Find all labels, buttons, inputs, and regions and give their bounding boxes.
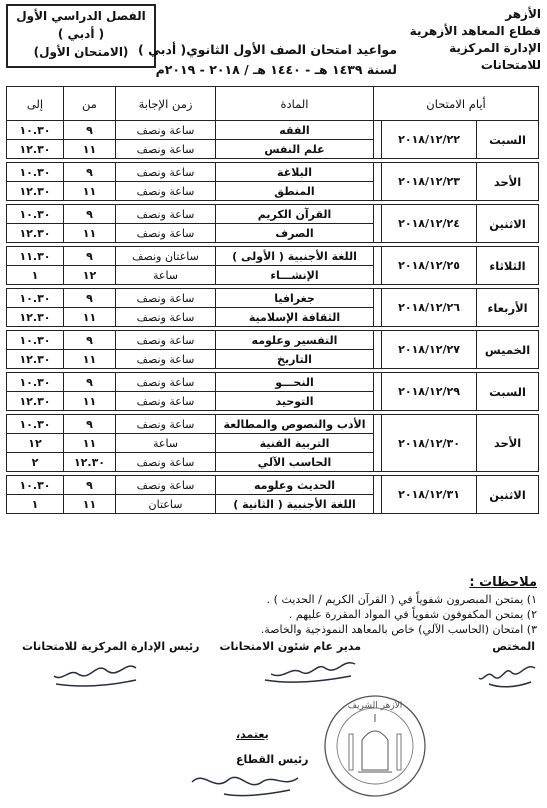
duration-cell: ساعة ونصف (116, 289, 216, 308)
table-header-row (7, 87, 539, 121)
from-cell: ١١ (64, 182, 116, 201)
spacer-cell (374, 121, 382, 159)
subject-cell: التفسير وعلومه (216, 331, 374, 350)
subject-cell: الأدب والنصوص والمطالعة (216, 415, 374, 434)
from-cell: ٩ (64, 373, 116, 392)
semester-line-3: (الامتحان الأول) (33, 45, 129, 59)
subject-cell: اللغة الأجنبية ( الثانية ) (216, 495, 374, 514)
to-cell: ١ (7, 266, 64, 285)
institution-header (391, 6, 541, 74)
subject-cell: القرآن الكريم (216, 205, 374, 224)
date-cell: ٢٠١٨/١٢/٢٦ (382, 289, 477, 327)
table-row (7, 247, 539, 266)
subject-cell: الثقافة الإسلامية (216, 308, 374, 327)
to-cell: ١٠.٣٠ (7, 476, 64, 495)
spacer-cell (374, 163, 382, 201)
spacer-cell (374, 415, 382, 472)
to-cell: ١٠.٣٠ (7, 331, 64, 350)
from-cell: ١٢ (64, 266, 116, 285)
subject-cell: الإنشـــاء (216, 266, 374, 285)
sector-head-title: رئيس القطاع (236, 753, 309, 766)
approved-label: يعتمد، (236, 728, 269, 741)
date-cell: ٢٠١٨/١٢/٢٧ (382, 331, 477, 369)
date-cell: ٢٠١٨/١٢/٢٥ (382, 247, 477, 285)
duration-cell: ساعة (116, 266, 216, 285)
academic-year: لسنة ١٤٣٩ هـ - ١٤٤٠ هـ / ٢٠١٨ - ٢٠١٩م (155, 62, 397, 77)
date-cell: ٢٠١٨/١٢/٢٣ (382, 163, 477, 201)
to-cell: ١٢.٣٠ (7, 392, 64, 411)
header-from: من (64, 87, 116, 121)
to-cell: ١٢.٣٠ (7, 350, 64, 369)
date-cell: ٢٠١٨/١٢/٣٠ (382, 415, 477, 472)
duration-cell: ساعتان (116, 495, 216, 514)
to-cell: ١٢.٣٠ (7, 182, 64, 201)
from-cell: ٩ (64, 415, 116, 434)
spacer-cell (374, 247, 382, 285)
subject-cell: المنطق (216, 182, 374, 201)
specialist-title: المختص (492, 640, 535, 653)
subject-cell: علم النفس (216, 140, 374, 159)
duration-cell: ساعة ونصف (116, 392, 216, 411)
day-cell: الاثنين (477, 476, 539, 514)
table-row (7, 205, 539, 224)
to-cell: ١٠.٣٠ (7, 373, 64, 392)
table-row (7, 331, 539, 350)
specialist-signature (475, 658, 539, 692)
from-cell: ١١ (64, 224, 116, 243)
from-cell: ١٢.٣٠ (64, 453, 116, 472)
from-cell: ٩ (64, 289, 116, 308)
spacer-cell (374, 205, 382, 243)
duration-cell: ساعتان ونصف (116, 247, 216, 266)
from-cell: ١١ (64, 392, 116, 411)
duration-cell: ساعة ونصف (116, 205, 216, 224)
duration-cell: ساعة ونصف (116, 121, 216, 140)
subject-cell: الحاسب الآلي (216, 453, 374, 472)
central-head-title: رئيس الإدارة المركزية للامتحانات (22, 640, 200, 653)
date-cell: ٢٠١٨/١٢/٣١ (382, 476, 477, 514)
table-row (7, 289, 539, 308)
subject-cell: التوحيد (216, 392, 374, 411)
from-cell: ٩ (64, 121, 116, 140)
table-row (7, 373, 539, 392)
semester-line-2: ( أدبي ) (57, 27, 105, 41)
from-cell: ٩ (64, 247, 116, 266)
subject-cell: الحديث وعلومه (216, 476, 374, 495)
duration-cell: ساعة ونصف (116, 140, 216, 159)
duration-cell: ساعة ونصف (116, 331, 216, 350)
table-row (7, 121, 539, 140)
day-cell: الخميس (477, 331, 539, 369)
to-cell: ٢ (7, 453, 64, 472)
day-cell: السبت (477, 373, 539, 411)
to-cell: ١٠.٣٠ (7, 289, 64, 308)
duration-cell: ساعة ونصف (116, 163, 216, 182)
to-cell: ١٢.٣٠ (7, 140, 64, 159)
subject-cell: جغرافيا (216, 289, 374, 308)
notes-section (10, 576, 537, 638)
header-exam-days: أيام الامتحان (374, 87, 539, 121)
subject-cell: الصرف (216, 224, 374, 243)
to-cell: ١٠.٣٠ (7, 163, 64, 182)
subject-cell: التاريخ (216, 350, 374, 369)
to-cell: ١٠.٣٠ (7, 415, 64, 434)
date-cell: ٢٠١٨/١٢/٢٤ (382, 205, 477, 243)
spacer-cell (374, 331, 382, 369)
subject-cell: النحـــو (216, 373, 374, 392)
from-cell: ١١ (64, 350, 116, 369)
date-cell: ٢٠١٨/١٢/٢٢ (382, 121, 477, 159)
semester-line-1: الفصل الدراسي الأول (16, 9, 146, 23)
duration-cell: ساعة ونصف (116, 373, 216, 392)
header-duration: زمن الإجابة (116, 87, 216, 121)
director-general-title: مدير عام شئون الامتحانات (219, 640, 361, 653)
table-row (7, 163, 539, 182)
from-cell: ١١ (64, 495, 116, 514)
duration-cell: ساعة (116, 434, 216, 453)
header-subject: المادة (216, 87, 374, 121)
duration-cell: ساعة ونصف (116, 415, 216, 434)
duration-cell: ساعة ونصف (116, 182, 216, 201)
duration-cell: ساعة ونصف (116, 476, 216, 495)
to-cell: ١١.٣٠ (7, 247, 64, 266)
exam-schedule-table (6, 86, 539, 514)
table-row (7, 415, 539, 434)
duration-cell: ساعة ونصف (116, 308, 216, 327)
note-item: ١) يمتحن المبصرون شفوياً في ( القرآن الكريم / الحديث ) . (266, 593, 537, 606)
subject-cell: الفقه (216, 121, 374, 140)
from-cell: ١١ (64, 434, 116, 453)
note-item: ٢) يمتحن المكفوفون شفوياً في المواد المقررة عليهم . (288, 608, 537, 621)
day-cell: الأحد (477, 415, 539, 472)
table-row (7, 476, 539, 495)
subject-cell: اللغة الأجنبية ( الأولى ) (216, 247, 374, 266)
to-cell: ١٢.٣٠ (7, 308, 64, 327)
day-cell: الثلاثاء (477, 247, 539, 285)
schedule-body (7, 121, 539, 514)
subject-cell: البلاغة (216, 163, 374, 182)
schedule-title: مواعيد امتحان الصف الأول الثانوي( أدبي ) (138, 42, 397, 57)
to-cell: ١٢ (7, 434, 64, 453)
from-cell: ١١ (64, 140, 116, 159)
from-cell: ٩ (64, 205, 116, 224)
semester-box (6, 4, 156, 68)
central-head-signature (46, 656, 142, 692)
from-cell: ٩ (64, 163, 116, 182)
from-cell: ٩ (64, 331, 116, 350)
org-line-2: قطاع المعاهد الأزهرية (409, 24, 541, 38)
duration-cell: ساعة ونصف (116, 350, 216, 369)
to-cell: ١ (7, 495, 64, 514)
day-cell: الأحد (477, 163, 539, 201)
note-item: ٣) امتحان (الحاسب الآلي) خاص بالمعاهد النموذجية والخاصة. (260, 623, 537, 636)
notes-title: ملاحظات : (469, 575, 537, 590)
org-line-1: الأزهر (505, 7, 541, 21)
director-signature (259, 656, 359, 686)
org-line-3: الإدارة المركزية للامتحانات (449, 41, 541, 72)
azhar-stamp (300, 688, 450, 800)
header-to: إلى (7, 87, 64, 121)
stamp-text: الأزهر الشريف (347, 701, 403, 711)
to-cell: ١٢.٣٠ (7, 224, 64, 243)
spacer-cell (374, 373, 382, 411)
to-cell: ١٠.٣٠ (7, 121, 64, 140)
day-cell: الاثنين (477, 205, 539, 243)
spacer-cell (374, 289, 382, 327)
sector-head-signature (184, 762, 304, 800)
from-cell: ٩ (64, 476, 116, 495)
spacer-cell (374, 476, 382, 514)
date-cell: ٢٠١٨/١٢/٢٩ (382, 373, 477, 411)
duration-cell: ساعة ونصف (116, 224, 216, 243)
duration-cell: ساعة ونصف (116, 453, 216, 472)
day-cell: الأربعاء (477, 289, 539, 327)
day-cell: السبت (477, 121, 539, 159)
from-cell: ١١ (64, 308, 116, 327)
to-cell: ١٠.٣٠ (7, 205, 64, 224)
subject-cell: التربية الفنية (216, 434, 374, 453)
